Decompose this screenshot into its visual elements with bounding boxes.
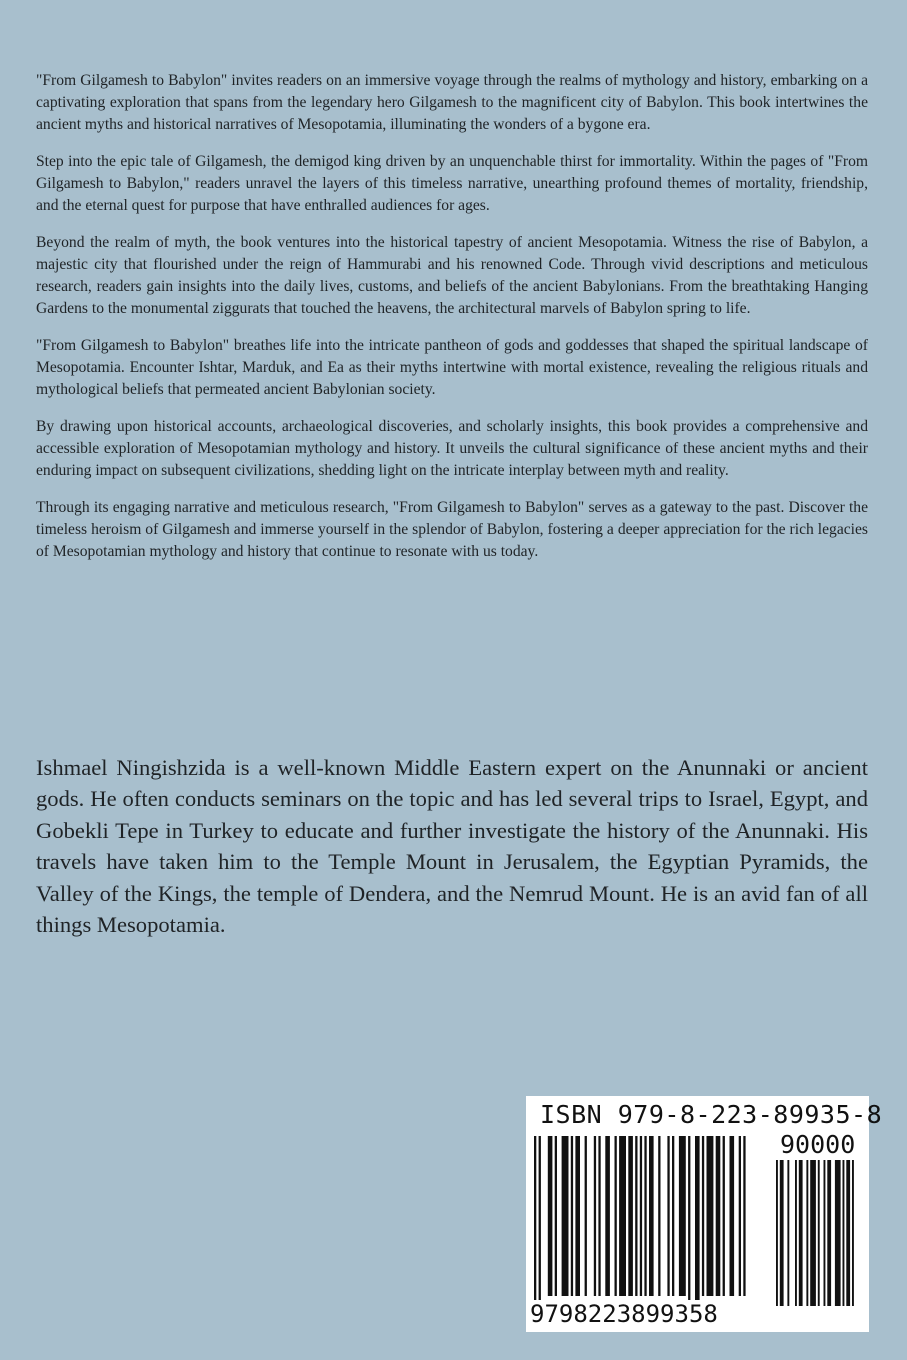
barcode-bar [688, 1136, 690, 1306]
description-paragraph-5: By drawing upon historical accounts, archaeological discoveries, and scholarly insights, this book provides a comprehensive and accessible exploration of Mesopotamian mythology and history. It unveils the cultural significance of these ancient myths and their enduring impact on subsequent civilizations, shedding light on the intricate interplay between myth and reality. [36, 418, 868, 479]
barcode-bar [780, 1160, 784, 1306]
barcode-bar [695, 1136, 700, 1306]
barcode-bar [824, 1160, 826, 1306]
barcode-addon-bars [776, 1160, 856, 1306]
author-bio [36, 752, 868, 940]
barcode-bar [628, 1136, 633, 1296]
barcode-bar [835, 1160, 841, 1306]
barcode-bar [806, 1160, 808, 1306]
barcode-bar [787, 1160, 789, 1306]
barcode-bar [827, 1160, 831, 1306]
barcode-bar [571, 1136, 573, 1296]
description-paragraph-2: Step into the epic tale of Gilgamesh, the demigod king driven by an unquenchable thirst for immortality. Within the pages of "From Gilgamesh to Babylon," readers unravel the layers of this timeless narrative, unearthing profound themes of mortality, friendship, and the eternal quest for purpose that have enthralled audiences for ages. [36, 153, 868, 214]
barcode-bar [658, 1136, 660, 1296]
isbn-label: ISBN 979-8-223-89935-8 [540, 1100, 883, 1129]
barcode-bar [585, 1136, 587, 1296]
barcode-bar [843, 1160, 845, 1306]
barcode-bar [739, 1136, 741, 1296]
barcode-bar [702, 1136, 704, 1296]
barcode-bar [534, 1136, 536, 1306]
barcode-bar [598, 1136, 600, 1296]
barcode-bar [852, 1160, 854, 1306]
barcode-main-bars [534, 1136, 752, 1306]
barcode-bar [644, 1136, 646, 1296]
book-description [36, 70, 868, 578]
barcode-bar [555, 1136, 557, 1296]
author-bio-text: Ishmael Ningishzida is a well-known Middle Eastern expert on the Anunnaki or ancient gods. He often conducts seminars on the topic and has led several trips to Israel, Egypt, and Gobekli Tepe in Turkey to educate and further investigate the history of the Anunnaki. His travels have taken him to the Temple Mount in Jerusalem, the Egyptian Pyramids, the Valley of the Kings, the temple of Dendera, and the Nemrud Mount. He is an avid fan of all things Mesopotamia. [36, 755, 868, 938]
barcode-bar [575, 1136, 580, 1296]
barcode-bar [562, 1136, 569, 1296]
barcode-bar [619, 1136, 626, 1296]
barcode-bar [818, 1160, 820, 1306]
barcode-bar [672, 1136, 674, 1296]
barcode-bar [795, 1160, 797, 1306]
barcode-bar [649, 1136, 654, 1296]
barcode-bar [707, 1136, 714, 1296]
barcode-bar [615, 1136, 617, 1296]
description-paragraph-6: Through its engaging narrative and meticulous research, "From Gilgamesh to Babylon" serves as a gateway to the past. Discover the timeless heroism of Gilgamesh and immerse yourself in the splendor of Babylon, fostering a deeper appreciation for the rich legacies of Mesopotamian mythology and history that continue to resonate with us today. [36, 499, 868, 560]
barcode-bar [846, 1160, 850, 1306]
description-paragraph-4: "From Gilgamesh to Babylon" breathes life into the intricate pantheon of gods and goddesses that shaped the spiritual landscape of Mesopotamia. Encounter Ishtar, Marduk, and Ea as their myths intertwine with mortal existence, revealing the religious rituals and mythological beliefs that permeated ancient Babylonian society. [36, 337, 868, 398]
isbn-barcode [526, 1096, 883, 1332]
barcode-digits: 9798223899358 [530, 1300, 718, 1328]
barcode-bar [605, 1136, 610, 1296]
barcode-bar [723, 1136, 725, 1296]
price-code: 90000 [780, 1130, 856, 1159]
barcode-bar [730, 1136, 735, 1296]
barcode-bar [799, 1160, 803, 1306]
description-paragraph-3: Beyond the realm of myth, the book ventures into the historical tapestry of ancient Mesopotamia. Witness the rise of Babylon, a majestic city that flourished under the reign of Hammurabi and his renowned Code. Through vivid descriptions and meticulous research, readers gain insights into the daily lives, customs, and beliefs of the ancient Babylonians. From the breathtaking Hanging Gardens to the monumental ziggurats that touched the heavens, the architectural marvels of Babylon spring to life. [36, 234, 868, 317]
barcode-bar [594, 1136, 596, 1296]
barcode-bar [640, 1136, 642, 1296]
barcode-bar [667, 1136, 669, 1296]
barcode-bar [743, 1136, 745, 1296]
barcode-bar [679, 1136, 686, 1296]
barcode-bar [635, 1136, 637, 1296]
barcode-bar [548, 1136, 553, 1296]
barcode-bar [810, 1160, 816, 1306]
description-paragraph-1: "From Gilgamesh to Babylon" invites readers on an immersive voyage through the realms of mythology and history, embarking on a captivating exploration that spans from the legendary hero Gilgamesh to the magnificent city of Babylon. This book intertwines the ancient myths and historical narratives of Mesopotamia, illuminating the wonders of a bygone era. [36, 72, 868, 133]
barcode-bar [539, 1136, 541, 1306]
barcode-bar [776, 1160, 778, 1306]
barcode-bar [716, 1136, 721, 1296]
